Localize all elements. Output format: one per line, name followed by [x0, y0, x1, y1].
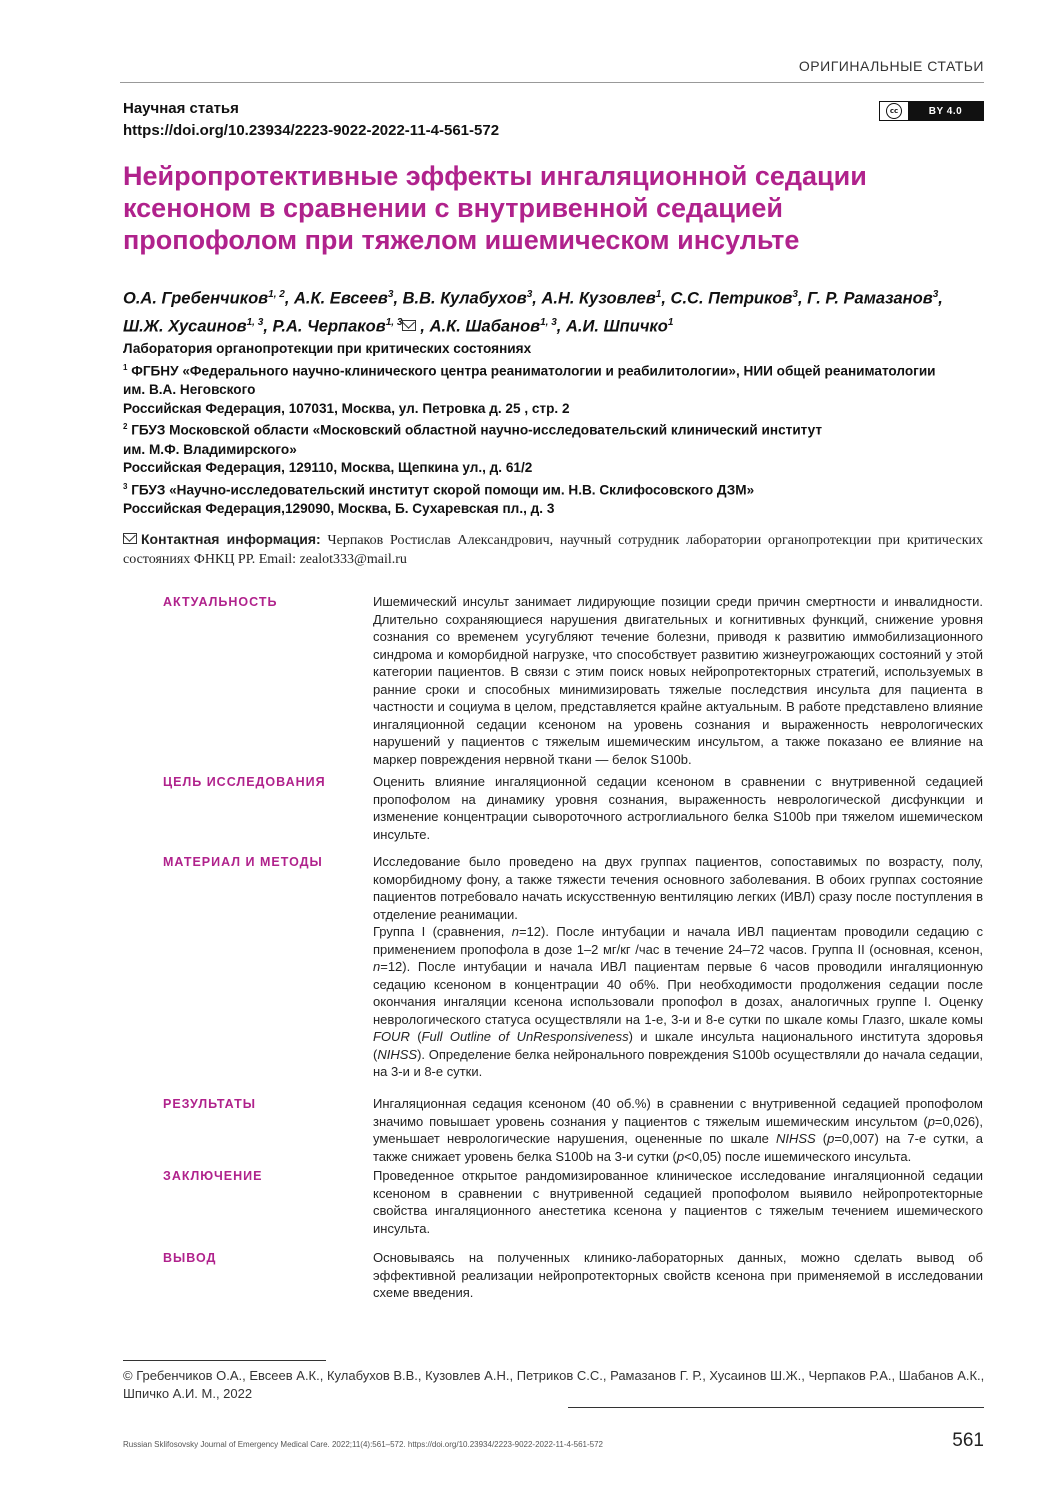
article-title: [123, 160, 983, 256]
author-affiliation-marker: 3: [526, 289, 533, 300]
author-name: А.К. Евсеев: [294, 289, 388, 308]
author-affiliation-marker: 1, 3: [385, 316, 403, 328]
abstract-section-methods: [163, 853, 983, 1095]
section-label: АКТУАЛЬНОСТЬ: [163, 595, 278, 609]
section-label: ЦЕЛЬ ИССЛЕДОВАНИЯ: [163, 775, 326, 789]
copyright-notice: © Гребенчиков О.А., Евсеев А.К., Кулабухов В.В., Кузовлев А.Н., Петриков С.С., Рамазанов Г. Р., Хусаинов Ш.Ж., Черпаков Р.А., Шабанов А.К., Шпичко А.И. М., 2022: [123, 1368, 985, 1401]
abstract-section-results: [163, 1095, 983, 1167]
doi-link[interactable]: https://doi.org/10.23934/2223-9022-2022-11-4-561-572: [123, 122, 500, 139]
affiliation-1: $^1$ ФГБНУ «Федерального научно-клинического центра реаниматологии и реабилитологии», НИИ общей реаниматологии: [123, 362, 936, 379]
author-affiliation-marker: 3: [932, 289, 939, 300]
section-text: Ингаляционная седация ксеноном (40 об.%) в сравнении с внутривенной седацией пропофолом значимо повышает уровень сознания у пациентов с тяжелым ишемическим инсультом (p=0,026), уменьшает неврологические нарушения, оцененные по шкале NIHSS (p=0,007) на 7-е сутки, а также снижает уровень белка S100b на 3-и сутки (p<0,05) после ишемического инсульта.: [373, 1096, 983, 1164]
abstract-section-aim: [163, 773, 983, 853]
section-tag: ОРИГИНАЛЬНЫЕ СТАТЬИ: [798, 58, 984, 74]
author-name: Р.А. Черпаков: [272, 317, 386, 335]
author-affiliation-marker: 1: [655, 289, 662, 300]
contact-text: Черпаков Ростислав Александрович, научный сотрудник лаборатории органопротекции при критических состояниях ФНКЦ РР. Email: zealot333@mail.ru: [123, 533, 983, 567]
license-label: BY 4.0: [908, 102, 983, 120]
corresponding-author-envelope-icon[interactable]: [402, 320, 416, 331]
affiliation-3-address: Российская Федерация,129090, Москва, Б. Сухаревская пл., д. 3: [123, 501, 555, 517]
footnote-divider: [123, 1360, 326, 1361]
section-label: ВЫВОД: [163, 1251, 217, 1265]
contact-info: [123, 530, 983, 569]
footer-divider: [568, 1407, 984, 1408]
section-label: ЗАКЛЮЧЕНИЕ: [163, 1169, 263, 1183]
section-text: Проведенное открытое рандомизированное клиническое исследование ингаляционной седации ксеноном в сравнении с внутривенной седацией пропофолом выявило нейропротекторные свойства ингаляционного анестетика ксенона у пациентов с тяжелым течением ишемического инсульта.: [373, 1168, 983, 1236]
section-label: РЕЗУЛЬТАТЫ: [163, 1097, 256, 1111]
abstract: [163, 593, 983, 1302]
abstract-section-summary: [163, 1249, 983, 1302]
affiliation-2-address: Российская Федерация, 129110, Москва, Щепкина ул., д. 61/2: [123, 460, 533, 476]
affiliation-3: $^3$ ГБУЗ «Научно-исследовательский институт скорой помощи им. Н.В. Склифосовского ДЗМ»: [123, 481, 755, 498]
abstract-section-relevance: [163, 593, 983, 773]
lab-name: Лаборатория органопротекции при критических состояниях: [123, 341, 532, 356]
title-line: Нейропротективные эффекты ингаляционной седации: [123, 161, 867, 191]
author-affiliation-marker: 3: [387, 289, 394, 300]
author-list: О.А. Гребенчиков$^{1, 2}$, А.К. Евсеев$^3$, В.В. Кулабухов$^3$, А.Н. Кузовлев$^1$, С.С. Петриков$^3$, Г. Р. Рамазанов$^3$, Ш.Ж. Хусаинов$^{1, 3}$, Р.А. Черпаков$^{1, 3}$ , А.К. Шабанов$^{1, 3}$, А.И. Шпичко$^1$: [123, 289, 943, 335]
section-text: Оценить влияние ингаляционной седации ксеноном в сравнении с внутривенной седацией пропофолом на динамику уровня сознания, выраженность неврологической дисфункции и изменение концентрации сывороточного астроглиального белка S100b при тяжелом ишемическом инсульте.: [373, 774, 983, 842]
header-divider: [120, 82, 984, 83]
author-affiliation-marker: 1, 2: [268, 289, 285, 300]
section-text: Ишемический инсульт занимает лидирующие позиции среди причин смертности и инвалидности. Длительно сохраняющиеся нарушения двигательных и когнитивных функций, снижение уровня сознания со временем усугубляют течение болезни, приводя к развитию иммобилизационного синдрома и коморбидной нагрузке, что способствует развитию жизнеугрожающих состояний у этой категории пациентов. В связи с этим поиск новых нейропротекторных стратегий, используемых в ранние сроки и способных минимизировать тяжелые последствия инсульта для пациента в частности и социума в целом, представляется крайне актуальным. В работе представлено влияние ингаляционной седации ксеноном на уровень сознания и выраженность неврологических нарушений у пациентов с тяжелым ишемическим инсультом, а также показано ее влияние на маркер повреждения нервной ткани — белок S100b.: [373, 594, 983, 767]
affiliations: [123, 340, 987, 519]
title-line: пропофолом при тяжелом ишемическом инсульте: [123, 225, 800, 255]
contact-label: Контактная информация:: [141, 531, 321, 547]
abstract-section-conclusion: [163, 1167, 983, 1249]
author-name: С.С. Петриков: [670, 289, 793, 308]
author-name: А.К. Шабанов: [429, 317, 541, 335]
author-name: А.Н. Кузовлев: [541, 289, 656, 308]
affiliation-2: $^2$ ГБУЗ Московской области «Московский областной научно-исследовательский клинический институт: [123, 422, 823, 438]
author-affiliation-marker: 1, 3: [540, 316, 557, 328]
cc-license-badge[interactable]: [879, 101, 984, 121]
author-name: А.И. Шпичко: [565, 317, 668, 335]
section-text: Исследование было проведено на двух группах пациентов, сопоставимых по возрасту, полу, коморбидному фону, а также тяжести течения основного заболевания. В обоих группах состояние пациентов потребовало начать искусственную вентиляцию легких (ИВЛ) сразу после поступления в отделение реанимации. Группа I (сравнения, n=12). После интубации и начала ИВЛ пациентам проводили седацию с применением пропофола в дозе 1–2 мг/кг /час в течение 24–72 часов. Группа II (основная, ксенон, n=12). После интубации и начала ИВЛ пациентам первые 6 часов проводили ингаляционную седацию ксеноном в концентрации 40 об%. При необходимости продолжения седации после окончания ингаляции ксенона использовали пропофол в дозах, аналогичных группе I. Оценку неврологического статуса осуществляли на 1-е, 3-и и 8-е сутки по шкале комы Глазго, шкале комы FOUR (Full Outline of UnResponsiveness) и шкале инсульта национального института здоровья (NIHSS). Определение белка нейронального повреждения S100b осуществляли до начала седации, на 3-и и 8-е сутки.: [373, 854, 983, 1079]
title-line: ксеноном в сравнении с внутривенной седацией: [123, 193, 784, 223]
affiliation-2-cont: им. М.Ф. Владимирского»: [123, 441, 297, 457]
cc-icon: cc: [886, 103, 902, 119]
author-name: Ш.Ж. Хусаинов: [123, 317, 247, 335]
author-name: О.А. Гребенчиков: [123, 289, 269, 308]
journal-citation: Russian Sklifosovsky Journal of Emergency Medical Care. 2022;11(4):561–572. https://doi.org/10.23934/2223-9022-2022-11-4-561-572: [123, 1440, 603, 1449]
section-label: МАТЕРИАЛ И МЕТОДЫ: [163, 855, 323, 869]
affiliation-1-cont: им. В.А. Неговского: [123, 381, 256, 397]
author-affiliation-marker: 1, 3: [246, 316, 264, 328]
section-text: Основываясь на полученных клинико-лабораторных данных, можно сделать вывод об эффективной реализации нейропротекторных свойств ксенона при применяемой в исследовании схеме введения.: [373, 1250, 983, 1300]
affiliation-1-address: Российская Федерация, 107031, Москва, ул. Петровка д. 25 , стр. 2: [123, 400, 570, 416]
envelope-icon: [123, 533, 137, 544]
author-name: В.В. Кулабухов: [402, 289, 527, 308]
author-affiliation-marker: 3: [792, 289, 798, 300]
author-name: Г. Р. Рамазанов: [807, 289, 933, 308]
article-type: Научная статья: [123, 100, 239, 117]
author-affiliation-marker: 1: [667, 316, 674, 328]
page-number: 561: [952, 1430, 984, 1451]
